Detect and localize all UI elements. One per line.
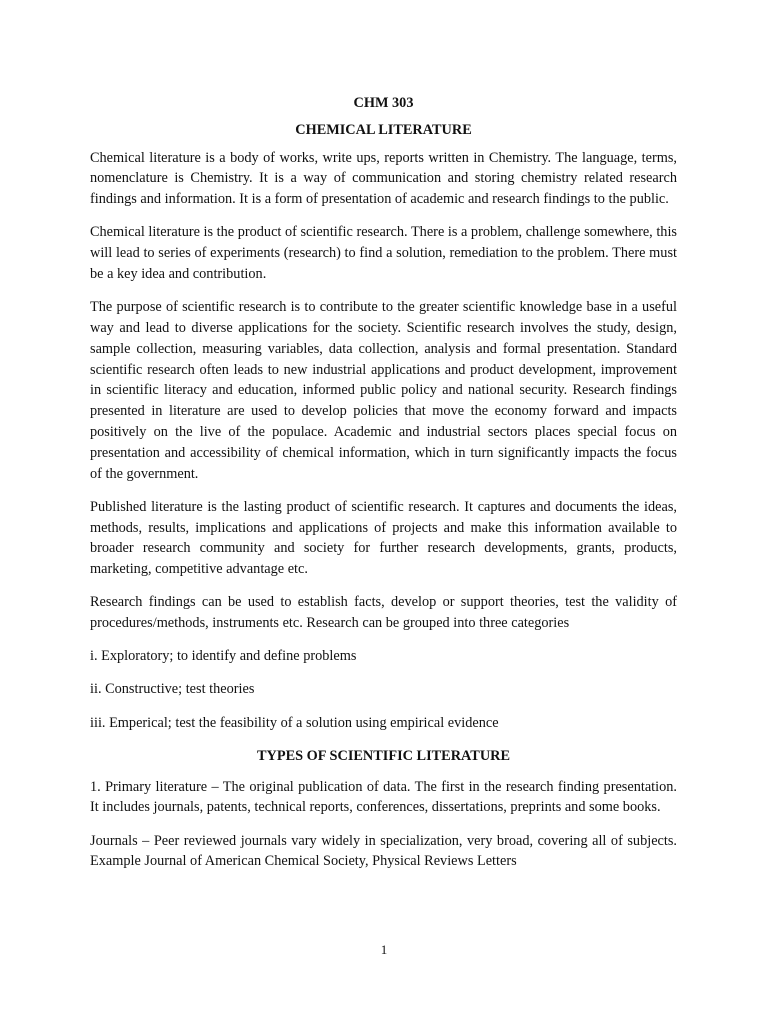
intro-paragraph-4: Published literature is the lasting product of scientific research. It captures and documents the ideas, methods, results, implications and applications of projects and make this information available to broader research community and society for further research developments, grants, products, marketing, competitive advantage etc. (90, 498, 677, 578)
category-item-constructive: ii. Constructive; test theories (90, 681, 255, 698)
category-item-empirical: iii. Emperical; test the feasibility of a solution using empirical evidence (90, 714, 499, 731)
intro-paragraph-1: Chemical literature is a body of works, write ups, reports written in Chemistry. The language, terms, nomenclature is Chemistry. It is a way of communication and storing chemistry related research findings and information. It is a form of presentation of academic and research findings to the public. (90, 149, 677, 208)
primary-literature-paragraph: 1. Primary literature – The original publication of data. The first in the research finding presentation. It includes journals, patents, technical reports, conferences, dissertations, preprints and some books. (90, 778, 677, 816)
section-heading: TYPES OF SCIENTIFIC LITERATURE (256, 747, 511, 764)
document-title: CHEMICAL LITERATURE (295, 121, 472, 138)
intro-paragraph-5: Research findings can be used to establish facts, develop or support theories, test the validity of procedures/methods, instruments etc. Research can be grouped into three categories (90, 594, 677, 632)
intro-paragraph-3: The purpose of scientific research is to contribute to the greater scientific knowledge base in a useful way and lead to diverse applications for the society. Scientific research involves the study, design, sample collection, measuring variables, data collection, analysis and formal presentation. Standard scientific research often leads to new industrial applications and product development, improvement in scientific literacy and education, informed public policy and national security. Research findings presented in literature are used to develop policies that move the economy forward and impacts positively on the live of the populace. Academic and industrial sectors places special focus on presentation and accessibility of chemical information, which in turn significantly impacts the focus of the government. (90, 299, 677, 482)
course-code: CHM 303 (353, 95, 414, 111)
intro-paragraph-2: Chemical literature is the product of scientific research. There is a problem, challenge somewhere, this will lead to series of experiments (research) to find a solution, remediation to the problem. There must be a key idea and contribution. (90, 224, 677, 282)
category-item-exploratory: i. Exploratory; to identify and define problems (90, 648, 357, 665)
page-number: 1 (380, 942, 388, 957)
journals-paragraph: Journals – Peer reviewed journals vary widely in specialization, very broad, covering all of subjects. Example Journal of American Chemical Society, Physical Reviews Letters (90, 832, 677, 870)
document-page (90, 93, 677, 885)
